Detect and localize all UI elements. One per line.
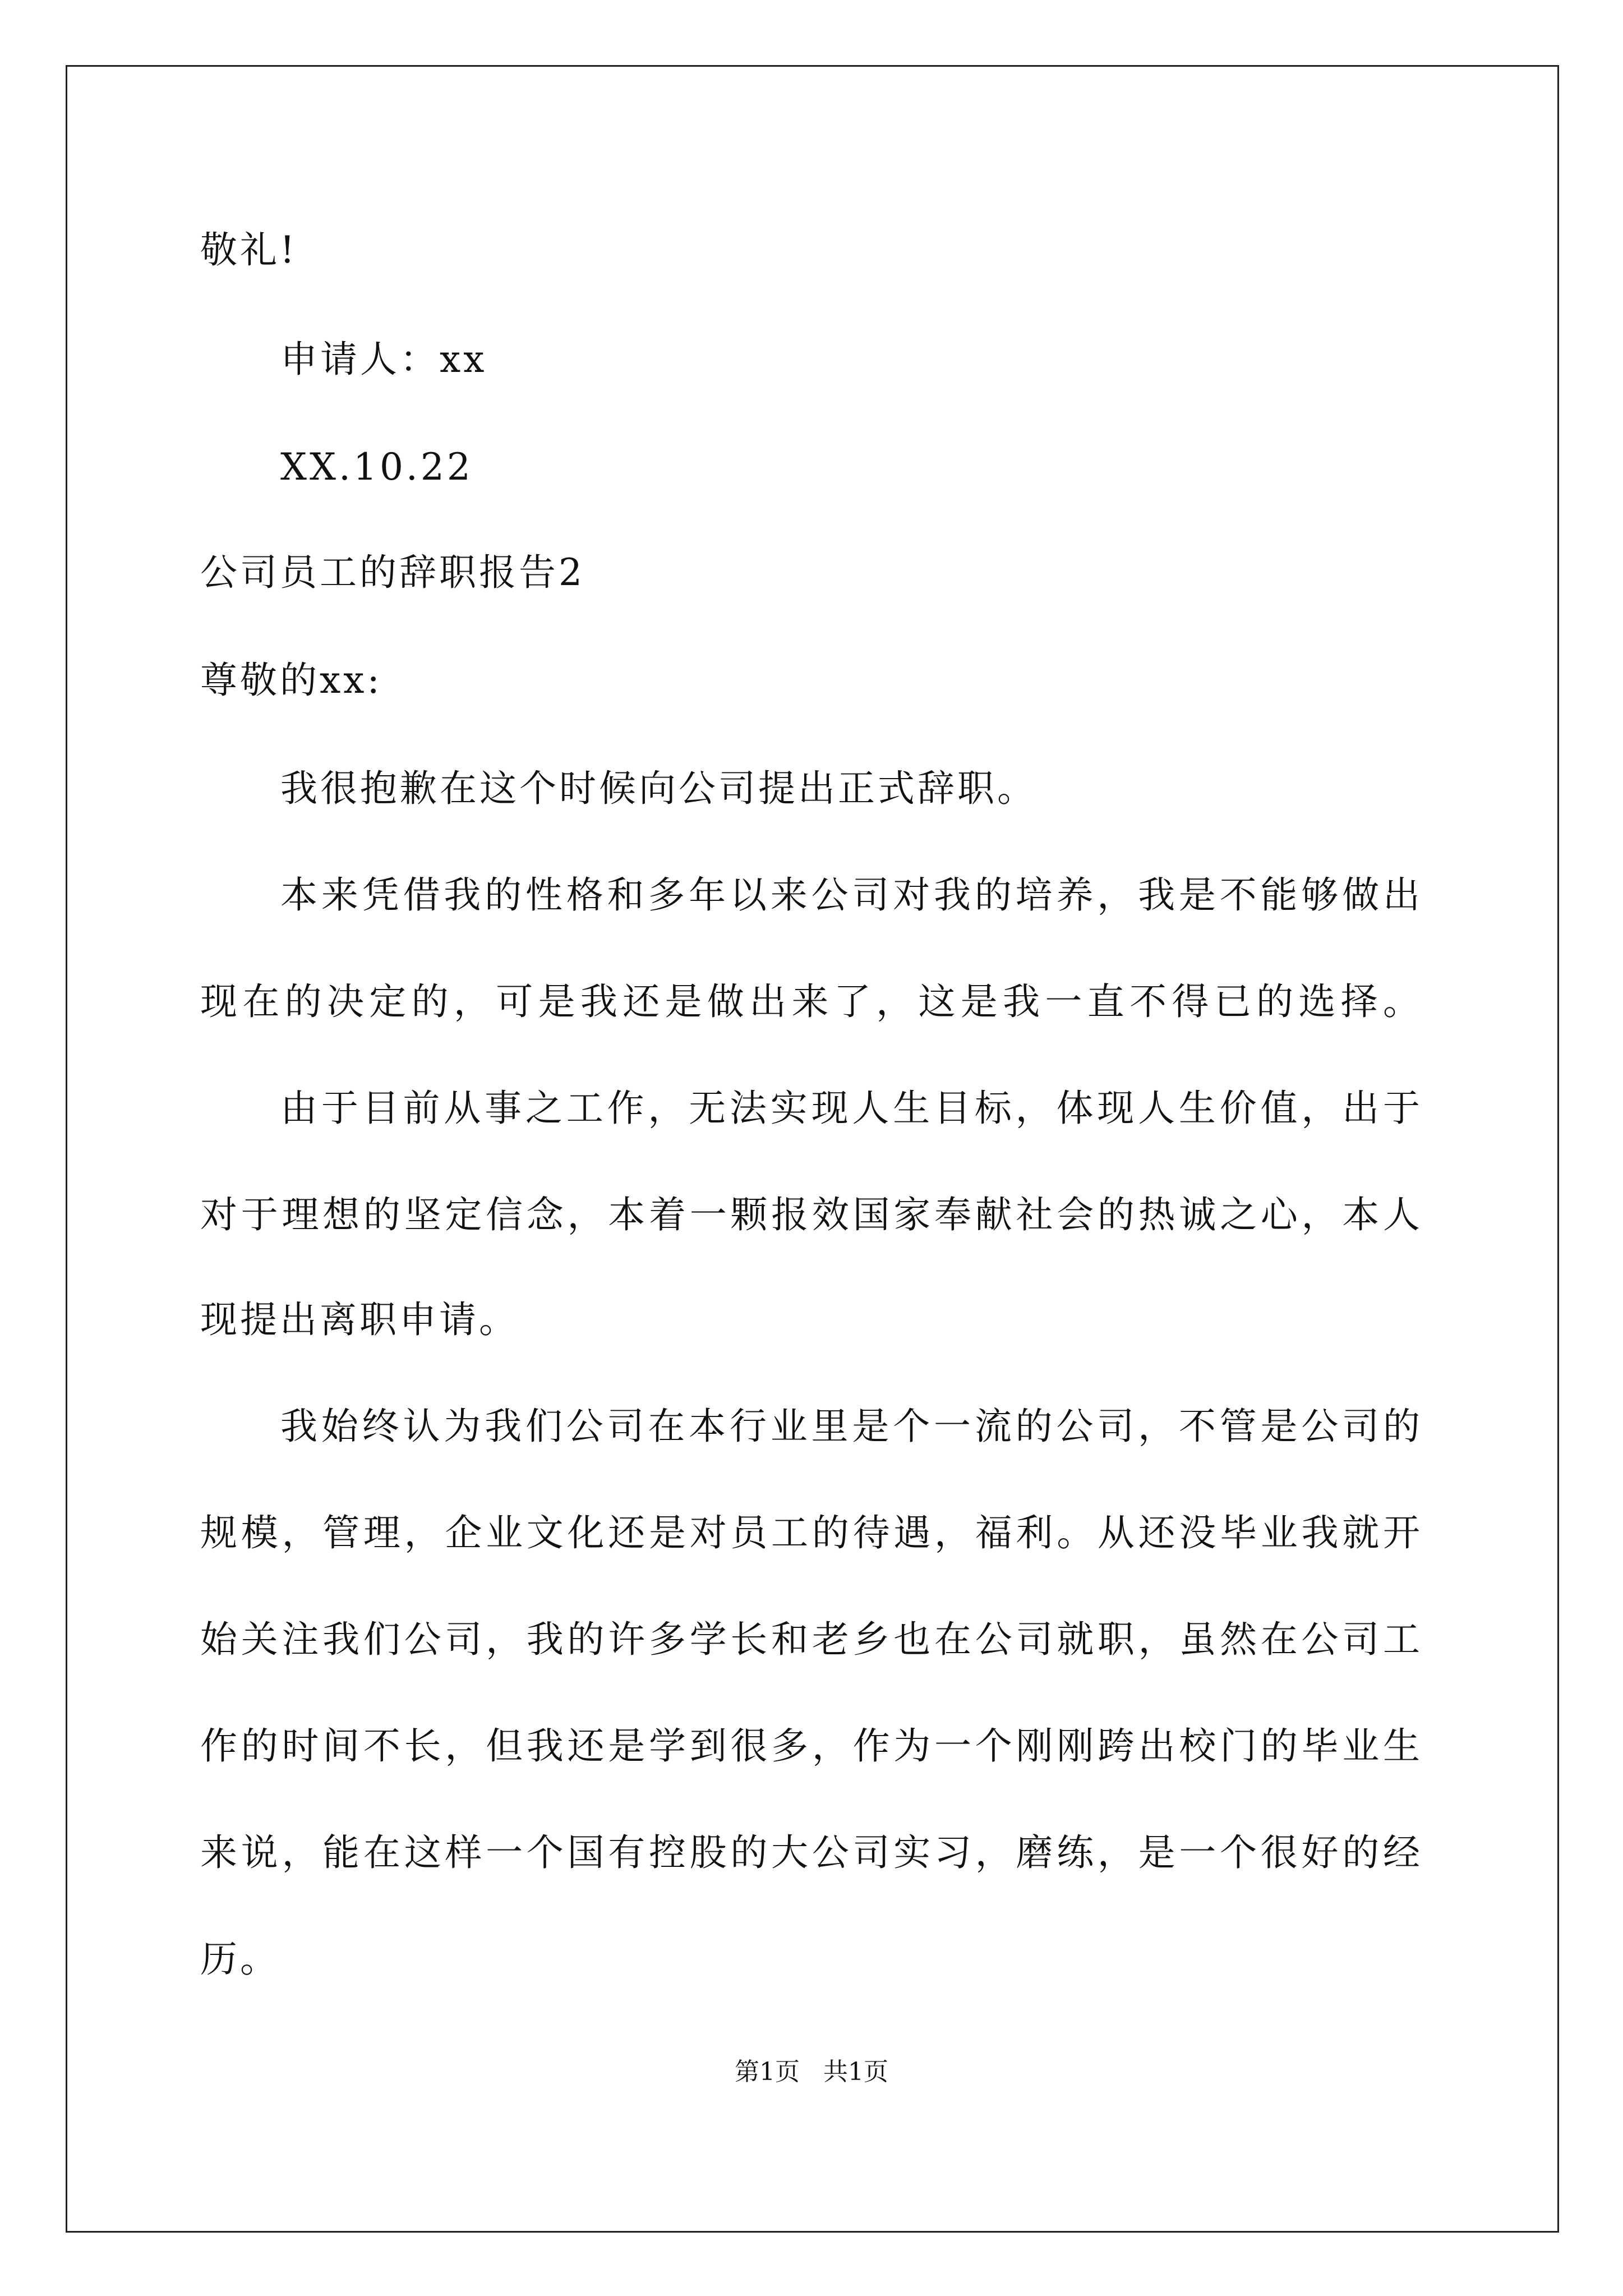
date-line: XX.10.22 [280,445,473,489]
page-border [66,65,1559,2233]
body-line: 来说，能在这样一个国有控股的大公司实习，磨练，是一个很好的经 [200,1831,1420,1874]
section-title: 公司员工的辞职报告2 [200,551,585,594]
body-line: 由于目前从事之工作，无法实现人生目标，体现人生价值，出于 [280,1087,1420,1130]
body-line: 历。 [200,1938,280,1981]
applicant-line: 申请人：xx [280,338,487,381]
body-line: 现提出离职申请。 [200,1298,519,1341]
body-line: 作的时间不长，但我还是学到很多，作为一个刚刚跨出校门的毕业生 [200,1724,1420,1768]
body-line: 我始终认为我们公司在本行业里是个一流的公司，不管是公司的 [280,1405,1420,1448]
page-number-footer: 第1页 共1页 [735,2058,888,2086]
greeting-line: 尊敬的xx: [200,659,382,702]
body-line: 规模，管理，企业文化还是对员工的待遇，福利。从还没毕业我就开 [200,1511,1420,1554]
body-line: 对于理想的坚定信念，本着一颗报效国家奉献社会的热诚之心，本人 [200,1193,1420,1236]
body-line: 现在的决定的，可是我还是做出来了，这是我一直不得已的选择。 [200,980,1420,1023]
body-line: 本来凭借我的性格和多年以来公司对我的培养，我是不能够做出 [280,873,1420,917]
closing-salutation: 敬礼! [200,228,298,272]
body-line: 始关注我们公司，我的许多学长和老乡也在公司就职，虽然在公司工 [200,1618,1420,1661]
body-line: 我很抱歉在这个时候向公司提出正式辞职。 [280,767,1037,810]
